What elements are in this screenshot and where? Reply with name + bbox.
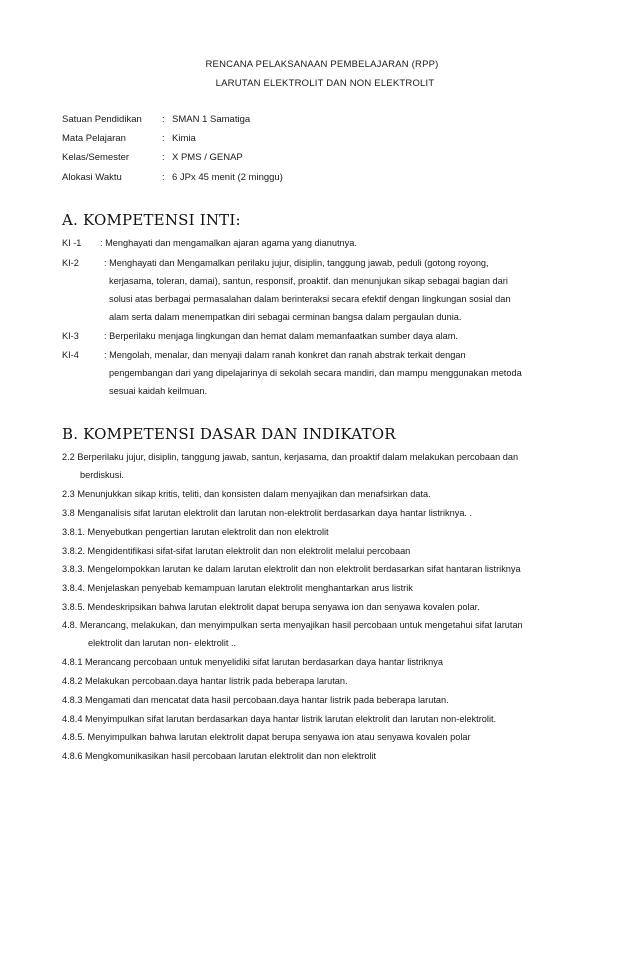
kd-line: 3.8.5. Mendeskripsikan bahwa larutan elektrolit dapat berupa senyawa ion dan senyawa kovalen polar. (62, 602, 480, 612)
info-value: SMAN 1 Samatiga (172, 114, 251, 125)
kd-line: 4.8.6 Mengkomunikasikan hasil percobaan larutan elektrolit dan non elektrolit (62, 751, 377, 761)
info-colon: : (162, 133, 165, 144)
ki-text: : Mengolah, menalar, dan menyaji dalam ranah konkret dan ranah abstrak terkait dengan (104, 350, 466, 360)
info-value: Kimia (172, 133, 196, 144)
info-label: Mata Pelajaran (62, 133, 126, 144)
ki-text: : Menghayati dan Mengamalkan perilaku jujur, disiplin, tanggung jawab, peduli (gotong royong, (104, 258, 489, 268)
info-label: Satuan Pendidikan (62, 114, 142, 125)
section-b-heading: B. KOMPETENSI DASAR DAN INDIKATOR (62, 425, 396, 443)
info-label: Kelas/Semester (62, 152, 130, 163)
kd-line: 4.8. Merancang, melakukan, dan menyimpulkan serta menyajikan hasil percobaan untuk mengetahui sifat larutan (62, 620, 523, 630)
ki-2-line-3: solusi atas berbagai permasalahan dalam berinteraksi secara efektif dengan lingkungan sosial dan (109, 294, 511, 304)
info-value: X PMS / GENAP (172, 152, 243, 163)
kd-line: 4.8.1 Merancang percobaan untuk menyelidiki sifat larutan berdasarkan daya hantar listriknya (62, 657, 443, 667)
kd-line: 2.2 Berperilaku jujur, disiplin, tanggung jawab, santun, kerjasama, dan proaktif dalam melakukan percobaan dan (62, 452, 519, 462)
kd-line: 3.8.3. Mengelompokkan larutan ke dalam larutan elektrolit dan non elektrolit berdasarkan sifat hantaran listriknya (62, 564, 521, 574)
kd-line: berdiskusi. (80, 470, 124, 480)
kd-line: 4.8.3 Mengamati dan mencatat data hasil percobaan.daya hantar listrik pada beberapa larutan. (62, 695, 449, 705)
ki-code: KI-3 (62, 331, 79, 341)
kd-line: 2.3 Menunjukkan sikap kritis, teliti, dan konsisten dalam menyajikan dan menafsirkan data. (62, 489, 431, 499)
ki-4-line-2: pengembangan dari yang dipelajarinya di sekolah secara mandiri, dan mampu menggunakan metoda (109, 368, 522, 378)
ki-text: : Menghayati dan mengamalkan ajaran agama yang dianutnya. (100, 238, 357, 248)
info-colon: : (162, 172, 165, 183)
ki-code: KI-2 (62, 258, 79, 268)
kd-line: 4.8.5. Menyimpulkan bahwa larutan elektrolit dapat berupa senyawa ion atau senyawa kovalen polar (62, 732, 471, 742)
kd-line: 3.8.2. Mengidentifikasi sifat-sifat larutan elektrolit dan non elektrolit melalui percobaan (62, 546, 411, 556)
info-colon: : (162, 114, 165, 125)
kd-line: 3.8.4. Menjelaskan penyebab kemampuan larutan elektrolit menghantarkan arus listrik (62, 583, 413, 593)
kd-line: 4.8.2 Melakukan percobaan.daya hantar listrik pada beberapa larutan. (62, 676, 348, 686)
info-colon: : (162, 152, 165, 163)
section-a-heading: A. KOMPETENSI INTI: (62, 211, 241, 229)
kd-line: 3.8.1. Menyebutkan pengertian larutan elektrolit dan non elektrolit (62, 527, 329, 537)
info-label: Alokasi Waktu (62, 172, 122, 183)
ki-2-line-4: alam serta dalam menempatkan diri sebagai cerminan bangsa dalam pergaulan dunia. (109, 312, 462, 322)
kd-line: elektrolit dan larutan non- elektrolit .. (88, 638, 237, 648)
ki-code: KI -1 (62, 238, 82, 248)
ki-4-line-3: sesuai kaidah keilmuan. (109, 386, 208, 396)
kd-line: 3.8 Menganalisis sifat larutan elektrolit dan larutan non-elektrolit berdasarkan daya hantar listriknya. . (62, 508, 473, 518)
ki-code: KI-4 (62, 350, 79, 360)
kd-line: 4.8.4 Menyimpulkan sifat larutan berdasarkan daya hantar listrik larutan elektrolit dan larutan non-elektrolit. (62, 714, 497, 724)
document-subtitle: LARUTAN ELEKTROLIT DAN NON ELEKTROLIT (215, 78, 435, 89)
ki-text: : Berperilaku menjaga lingkungan dan hemat dalam memanfaatkan sumber daya alam. (104, 331, 458, 341)
ki-2-line-2: kerjasama, toleran, damai), santun, responsif, proaktif. dan menunjukan sikap sebagai bagian dari (109, 276, 508, 286)
document-title: RENCANA PELAKSANAAN PEMBELAJARAN (RPP) (205, 59, 439, 70)
info-value: 6 JPx 45 menit (2 minggu) (172, 172, 283, 183)
